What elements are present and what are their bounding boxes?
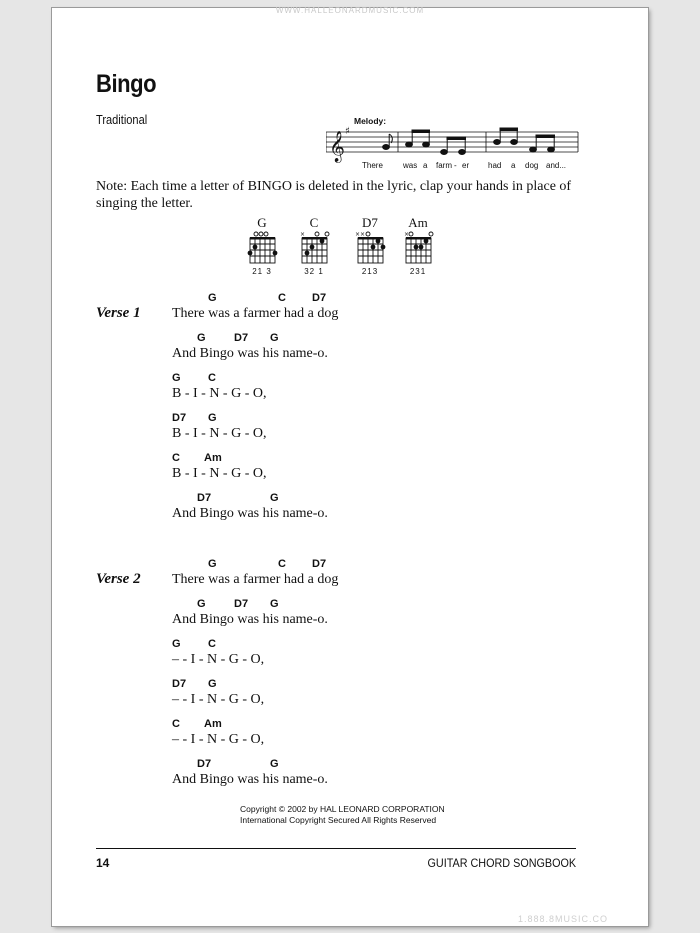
chord-symbol: D7 xyxy=(172,412,187,424)
lyric-line: There was a farmer had a dog xyxy=(172,306,339,321)
chord-symbol: Am xyxy=(204,718,222,730)
chord-symbol: G xyxy=(270,332,279,344)
chord-symbol: G xyxy=(172,372,181,384)
chord-symbol: C xyxy=(278,292,286,304)
melody-staff xyxy=(326,124,584,164)
melody-label: Melody: xyxy=(354,116,387,126)
chord-symbol: G xyxy=(172,638,181,650)
lyric-line: B - I - N - G - O, xyxy=(172,426,267,441)
book-title: GUITAR CHORD SONGBOOK xyxy=(427,856,576,870)
sheet-page xyxy=(52,8,648,926)
chord-fingering: 231 xyxy=(409,267,427,276)
copyright-line: International Copyright Secured All Rights Reserved xyxy=(240,815,437,825)
melody-syllable: farm xyxy=(436,161,452,170)
svg-text:×: × xyxy=(300,231,306,238)
chord-symbol: G xyxy=(270,758,279,770)
chord-symbol: C xyxy=(208,372,216,384)
lyric-line: And Bingo was his name-o. xyxy=(172,772,328,787)
watermark-top: WWW.HALLEONARDMUSIC.COM xyxy=(275,6,425,15)
svg-text:××: ×× xyxy=(355,231,366,238)
melody-lyrics xyxy=(326,161,584,173)
lyric-line: – - I - N - G - O, xyxy=(172,692,265,707)
melody-excerpt xyxy=(326,116,584,178)
chord-grid-icon xyxy=(242,231,282,267)
chord-symbol: G xyxy=(197,598,206,610)
svg-text:♯: ♯ xyxy=(345,126,350,137)
lyric-line: B - I - N - G - O, xyxy=(172,466,267,481)
chord-name: Am xyxy=(408,215,428,230)
chord-symbol: G xyxy=(270,598,279,610)
chord-diagram-d7 xyxy=(350,216,390,276)
chord-symbol: D7 xyxy=(312,558,327,570)
treble-clef-icon: 𝄞 xyxy=(329,131,345,162)
chord-symbol: D7 xyxy=(234,598,249,610)
chord-symbol: G xyxy=(270,492,279,504)
chord-diagram-g xyxy=(242,216,282,276)
copyright-line: Copyright © 2002 by HAL LEONARD CORPORATION xyxy=(240,804,445,814)
chord-diagram-c xyxy=(294,216,334,276)
footer-divider xyxy=(96,848,576,849)
lyric-line: – - I - N - G - O, xyxy=(172,652,265,667)
chord-fingering: 32 1 xyxy=(304,267,324,276)
lyric-line: – - I - N - G - O, xyxy=(172,732,265,747)
melody-syllable: had xyxy=(488,161,502,170)
lyric-line: And Bingo was his name-o. xyxy=(172,612,328,627)
lyric-line: And Bingo was his name-o. xyxy=(172,506,328,521)
chord-symbol: C xyxy=(172,452,180,464)
chord-symbol: D7 xyxy=(197,492,212,504)
chord-grid-icon xyxy=(398,231,438,267)
chord-symbol: G xyxy=(208,558,217,570)
chord-symbol: Am xyxy=(204,452,222,464)
composer: Traditional xyxy=(96,112,148,127)
page-number: 14 xyxy=(96,856,110,870)
chord-name: D7 xyxy=(362,215,378,230)
chord-symbol: C xyxy=(278,558,286,570)
melody-syllable: There xyxy=(362,161,383,170)
chord-symbol: C xyxy=(172,718,180,730)
song-title: Bingo xyxy=(96,70,157,98)
lyric-line: There was a farmer had a dog xyxy=(172,572,339,587)
chord-symbol: G xyxy=(208,292,217,304)
chord-grid-icon xyxy=(350,231,390,267)
performance-note: Note: Each time a letter of BINGO is deleted in the lyric, clap your hands in place of singing the letter. xyxy=(96,179,572,211)
chord-name: C xyxy=(309,215,319,230)
melody-syllable: a xyxy=(423,161,428,170)
verse-label: Verse 2 xyxy=(96,571,141,587)
chord-symbol: G xyxy=(208,412,217,424)
chord-symbol: G xyxy=(197,332,206,344)
melody-syllable: and... xyxy=(546,161,567,170)
melody-syllable: - xyxy=(454,161,457,170)
chord-diagram-am xyxy=(398,216,438,276)
chord-symbol: D7 xyxy=(234,332,249,344)
chord-symbol: D7 xyxy=(312,292,327,304)
chord-fingering: 21 3 xyxy=(252,267,272,276)
svg-text:×: × xyxy=(404,231,410,238)
melody-syllable: dog xyxy=(525,161,539,170)
chord-grid-icon xyxy=(294,231,334,267)
chord-name: G xyxy=(257,215,267,230)
verse-label: Verse 1 xyxy=(96,305,141,321)
chord-symbol: G xyxy=(208,678,217,690)
melody-syllable: was xyxy=(403,161,418,170)
chord-symbol: C xyxy=(208,638,216,650)
lyric-line: And Bingo was his name-o. xyxy=(172,346,328,361)
chord-symbol: D7 xyxy=(197,758,212,770)
copyright-notice xyxy=(240,804,445,826)
melody-syllable: er xyxy=(462,161,470,170)
chord-fingering: 213 xyxy=(361,267,379,276)
chord-symbol: D7 xyxy=(172,678,187,690)
melody-syllable: a xyxy=(511,161,516,170)
watermark-bottom: 1.888.8MUSIC.CO xyxy=(517,914,608,924)
lyric-line: B - I - N - G - O, xyxy=(172,386,267,401)
